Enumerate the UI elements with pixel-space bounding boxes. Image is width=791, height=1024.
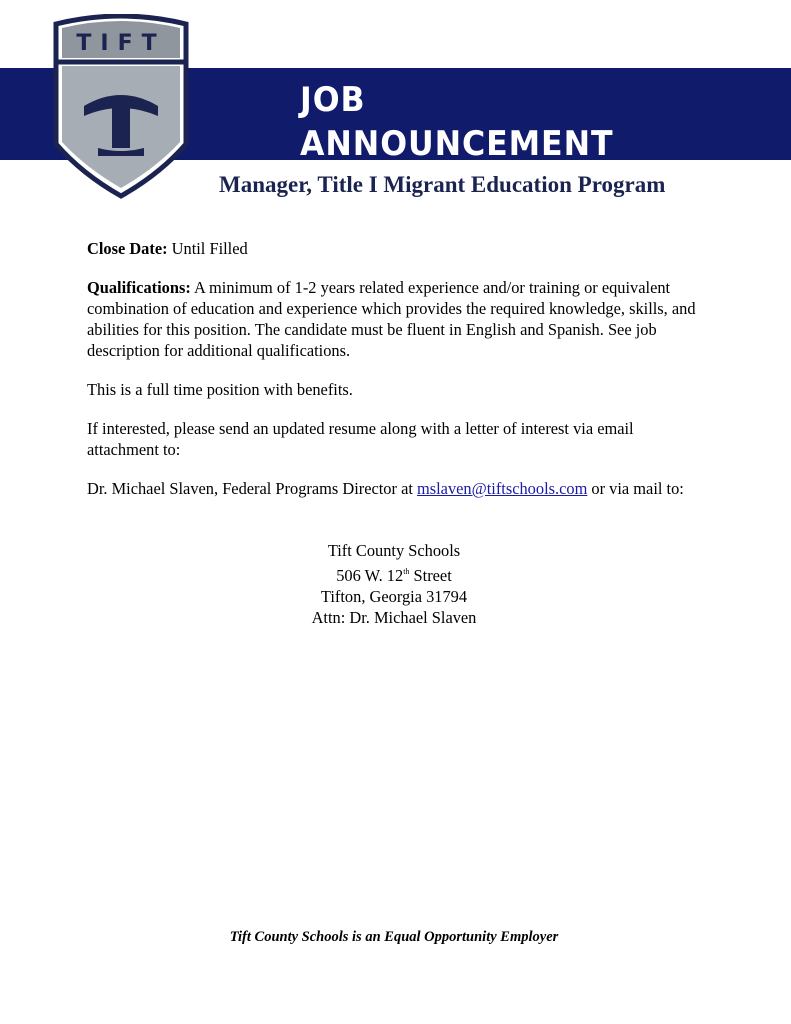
- street-name: Street: [409, 566, 452, 585]
- address-line-2: [200, 561, 588, 586]
- equal-opportunity-footer: Tift County Schools is an Equal Opportunity Employer: [229, 929, 559, 945]
- logo-text: TIFT: [76, 31, 166, 56]
- address-line-1: Tift County Schools: [327, 541, 461, 560]
- email-link[interactable]: mslaven@tiftschools.com: [417, 479, 588, 498]
- qualifications-label: Qualifications:: [87, 278, 191, 297]
- address-line-4: Attn: Dr. Michael Slaven: [311, 608, 477, 627]
- benefits-paragraph: This is a full time position with benefits.: [87, 380, 353, 399]
- qualifications-text: A minimum of 1-2 years related experience and/or training or equivalent combination of education and experience which provides the required knowledge, skills, and abilities for this position. The candidate must be fluent in English and Spanish. See job description for additional qualifications.: [87, 278, 696, 360]
- banner-title: JOB ANNOUNCEMENT: [300, 80, 614, 164]
- street-number: 506 W. 12: [336, 566, 404, 585]
- qualifications-paragraph: [87, 277, 707, 361]
- mailing-address: [200, 540, 588, 628]
- tift-shield-logo: [50, 14, 192, 200]
- address-line-3: Tifton, Georgia 31794: [320, 587, 468, 606]
- close-date-label: Close Date:: [87, 239, 168, 258]
- close-date-value: Until Filled: [171, 239, 248, 258]
- contact-suffix: or via mail to:: [587, 479, 684, 498]
- interest-paragraph: If interested, please send an updated resume along with a letter of interest via email attachment to:: [87, 419, 634, 459]
- position-title: Manager, Title I Migrant Education Program: [219, 172, 666, 197]
- ordinal-suffix: th: [403, 567, 410, 576]
- announcement-body: [87, 238, 707, 517]
- contact-prefix: Dr. Michael Slaven, Federal Programs Director at: [87, 479, 417, 498]
- contact-paragraph: [87, 478, 707, 499]
- close-date-paragraph: [87, 238, 707, 259]
